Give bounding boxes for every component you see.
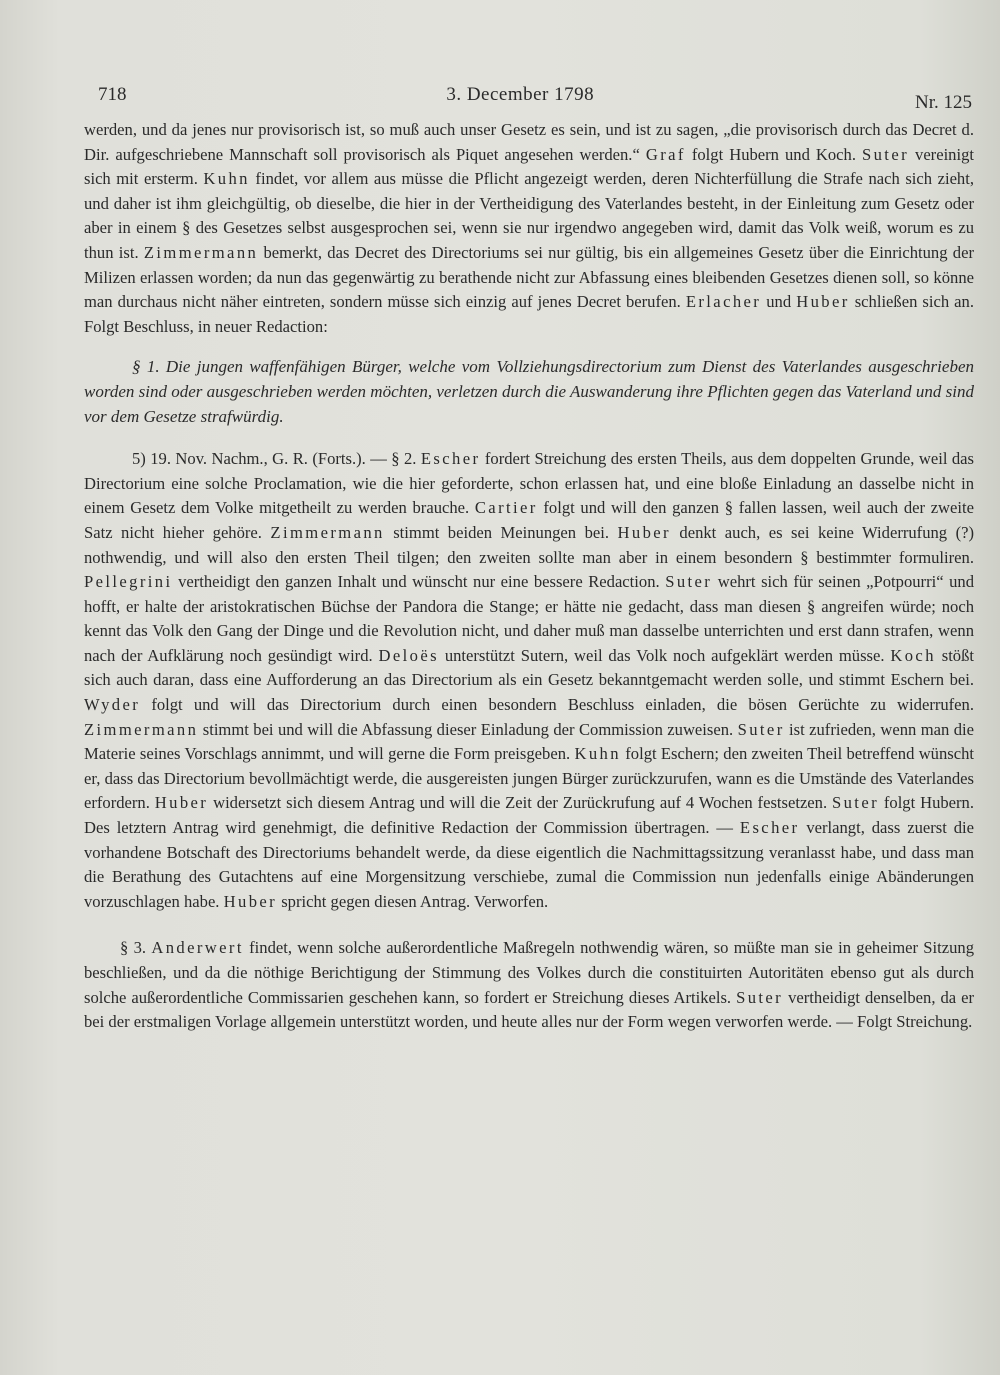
text-run: stimmt bei und will die Abfassung dieser Einladung der Commission zuweisen. <box>198 719 738 739</box>
text-run: folgt und will das Directorium durch einen besondern Beschluss einladen, die bösen Gerüchte zu widerrufen. <box>140 695 974 715</box>
paragraph-2 <box>84 447 974 914</box>
speaker-name: Huber <box>154 793 209 813</box>
text-run: stößt sich auch daran, dass eine Aufforderung an das Directorium als ein Gesetz bekanntgemacht werden solle, und stimmt Eschern bei. <box>84 645 975 690</box>
text-run: denkt auch, es sei keine Widerrufung (?) nothwendig, und will also den ersten Theil tilgen; den zweiten sollte man aber in einem besondern § bestimmter formuliren. <box>84 522 974 567</box>
speaker-name: Zimmermann <box>84 719 199 739</box>
speaker-name: Zimmermann <box>143 242 259 262</box>
text-run: folgt Hubern und Koch. <box>685 144 862 164</box>
text-run: findet, vor allem aus müsse die Pflicht angezeigt werden, deren Nichterfüllung die Strafe nach sich zieht, und daher ist ihm gleichgültig, ob dieselbe, die hier in der Vertheidigung des Vaterlandes besteht, in der Einleitung zum Gesetz oder aber in einem § des Gesetzes selbst ausgesprochen sei, wenn sie nur irgendwo angegeben wird, damit das Volk weiß, worum es zu thun ist. <box>84 169 974 262</box>
speaker-name: Cartier <box>474 498 538 518</box>
speaker-name: Pellegrini <box>84 572 173 592</box>
paragraph-1 <box>84 118 974 339</box>
speaker-name: Koch <box>890 645 936 665</box>
speaker-name: Huber <box>617 522 671 542</box>
speaker-name: Suter <box>736 987 784 1007</box>
text-run: wehrt sich für seinen „Potpourri“ und hofft, er halte der aristokratischen Büchse der Pandora die Stange; er hätte nie gedacht, dass man diesen § angreifen würde; noch kennt das Volk den Gang der Dinge und die Revolution nicht, und daher muß man dasselbe unterrichten und erst dann strafen, wenn nach der Aufklärung noch gesündigt wird. <box>84 572 974 665</box>
speaker-name: Huber <box>223 891 278 911</box>
text-run: ist zufrieden, wenn man die Materie seines Vorschlags annimmt, und will gerne die Form preisgeben. <box>84 719 974 764</box>
page-date: 3. December 1798 <box>446 84 595 105</box>
speaker-name: Zimmermann <box>270 522 385 542</box>
text-run: unterstützt Sutern, weil das Volk noch aufgeklärt werden müsse. <box>438 645 891 665</box>
speaker-name: Suter <box>831 793 880 813</box>
text-run: vertheidigt denselben, da er bei der erstmaligen Vorlage allgemein unterstützt worden, und heute alles nur der Form wegen verworfen werde. — Folgt Streichung. <box>84 987 975 1032</box>
issue-number: Nr. 125 <box>915 92 972 113</box>
speaker-name: Kuhn <box>203 169 250 189</box>
speaker-name: Graf <box>645 144 686 164</box>
text-run: verlangt, dass zuerst die vorhandene Botschaft des Directoriums behandelt werde, da diese eigentlich die Nachmittagssitzung veranlasst habe, und dass man die Berathung des Gutachtens auf eine Morgensitzung verschiebe, zumal die Commission nun jedenfalls einige Abänderungen vorzuschlagen habe. <box>84 818 974 911</box>
running-head <box>98 84 972 114</box>
text-run: folgt und will den ganzen § fallen lassen, weil auch der zweite Satz nicht hieher gehöre. <box>84 498 974 542</box>
speaker-name: Suter <box>665 572 713 592</box>
text-run: widersetzt sich diesem Antrag und will die Zeit der Zurückrufung auf 4 Wochen festsetzen. <box>208 793 832 813</box>
speaker-name: Suter <box>861 144 910 164</box>
page-body <box>84 118 974 1035</box>
speaker-name: Kuhn <box>574 744 621 764</box>
paragraph-3 <box>84 936 974 1034</box>
page-number: 718 <box>98 84 127 105</box>
speaker-name: Erlacher <box>685 292 762 312</box>
speaker-name: Anderwert <box>151 938 244 958</box>
speaker-name: Suter <box>737 719 785 739</box>
speaker-name: Deloës <box>378 645 439 665</box>
text-run: und <box>761 292 797 312</box>
text-run: spricht gegen diesen Antrag. Verworfen. <box>277 891 549 911</box>
speaker-name: Wyder <box>84 695 141 715</box>
text-run: folgt Hubern. Des letztern Antrag wird genehmigt, die definitive Redaction der Commission übertragen. — <box>84 793 974 838</box>
text-run: § 3. <box>120 938 152 958</box>
speaker-name: Escher <box>739 818 800 838</box>
text-run: werden, und da jenes nur provisorisch ist, so muß auch unser Gesetz es sein, und ist zu sagen, „die provisorisch durch das Decret d. Dir. aufgeschriebene Mannschaft soll provisorisch als Piquet angesehen werden.“ <box>84 120 974 164</box>
speaker-name: Escher <box>420 449 481 469</box>
text-run: schließen sich an. Folgt Beschluss, in neuer Redaction: <box>84 292 974 336</box>
text-run: vereinigt sich mit ersterm. <box>84 144 974 189</box>
text-run: folgt Eschern; den zweiten Theil betreffend wünscht er, dass das Directorium bevollmächtigt werde, die ausgereisten jungen Bürger zurückzurufen, wann es die Umstände des Vaterlandes erfordern. <box>84 744 974 813</box>
text-run: vertheidigt den ganzen Inhalt und wünscht nur eine bessere Redaction. <box>172 572 666 592</box>
text-run: 5) 19. Nov. Nachm., G. R. (Forts.). — § 2. <box>132 449 421 469</box>
text-run: bemerkt, das Decret des Directoriums sei nur gültig, bis ein allgemeines Gesetz über die Einrichtung der Milizen erlassen worden; da nun das gegenwärtig zu berathende nicht zur Abfassung eines bleibenden Gesetzes dienen soll, so könne man durchaus nicht näher eintreten, sondern müsse sich einzig auf jenes Decret berufen. <box>84 242 974 312</box>
resolution-paragraph: § 1. Die jungen waffenfähigen Bürger, welche vom Vollziehungsdirectorium zum Dienst des Vaterlandes ausgeschrieben worden sind oder ausgeschrieben werden möchten, verletzen durch die Auswanderung ihre Pflichten gegen das Vaterland und sind vor dem Gesetze strafwürdig. <box>84 357 975 426</box>
text-run: findet, wenn solche außerordentliche Maßregeln nothwendig wären, so müßte man sie in geheimer Sitzung beschließen, und da die nöthige Berichtigung der Stimmung des Volkes durch die constituirten Autoritäten ebenso gut als durch solche außerordentliche Commissarien geschehen kann, so fordert er Streichung dieses Artikels. <box>84 938 974 1007</box>
text-run: fordert Streichung des ersten Theils, aus dem doppelten Grunde, weil das Directorium eine solche Proclamation, wie die hier geforderte, schon erlassen hat, und eine bloße Einladung an dasselbe nicht in einem Gesetz dem Volke mitgetheilt zu werden brauche. <box>84 449 974 518</box>
text-run: stimmt beiden Meinungen bei. <box>384 522 618 542</box>
speaker-name: Huber <box>796 292 850 312</box>
